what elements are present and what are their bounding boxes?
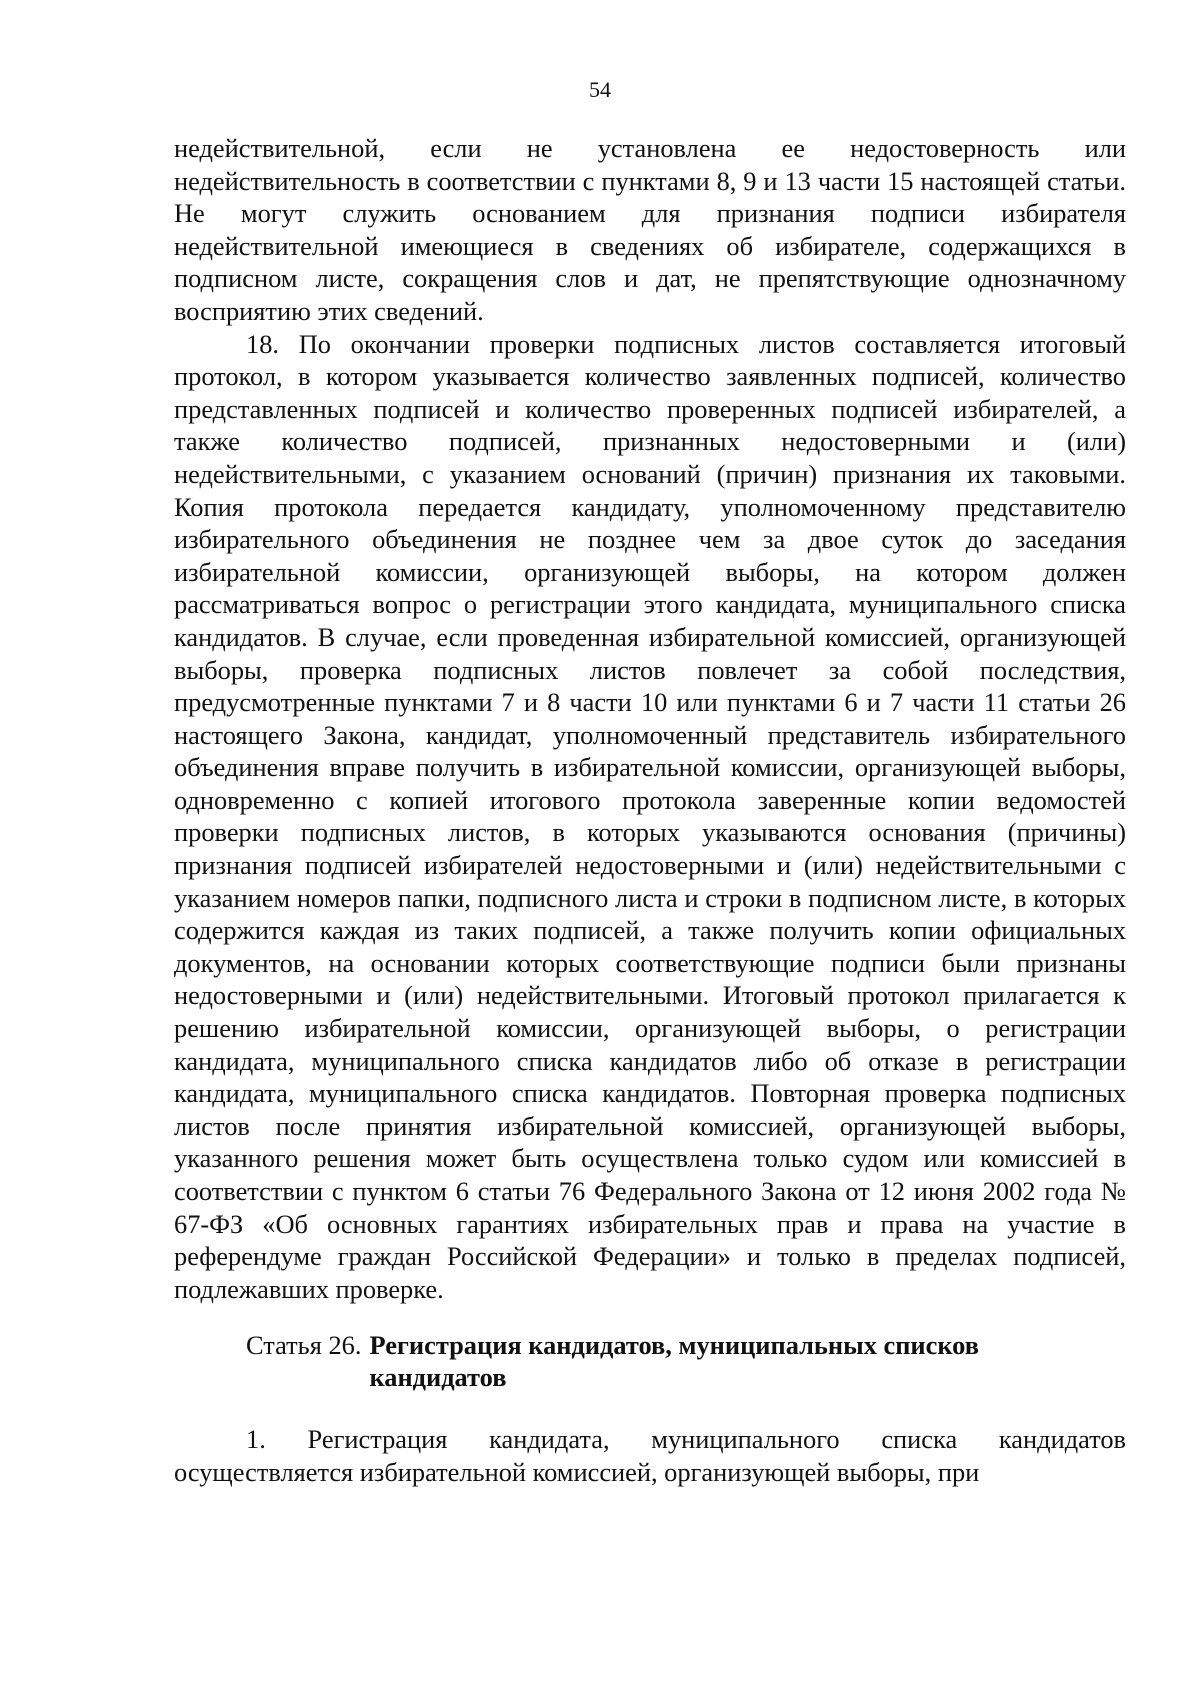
paragraph-item-18: 18. По окончании проверки подписных листов составляется итоговый протокол, в котором указывается количество заявленных подписей, количество представленных подписей и количество проверенных подписей избирателей, а также количество подписей, признанных недостоверными и (или) недействительными, с указанием оснований (причин) признания их таковыми. Копия протокола передается кандидату, уполномоченному представителю избирательного объединения не позднее чем за двое суток до заседания избирательной комиссии, организующей выборы, на котором должен рассматриваться вопрос о регистрации этого кандидата, муниципального списка кандидатов. В случае, если проведенная избирательной комиссией, организующей выборы, проверка подписных листов повлечет за собой последствия, предусмотренные пунктами 7 и 8 части 10 или пунктами 6 и 7 части 11 статьи 26 настоящего Закона, кандидат, уполномоченный представитель избирательного объединения вправе получить в избирательной комиссии, организующей выборы, одновременно с копией итогового протокола заверенные копии ведомостей проверки подписных листов, в которых указываются основания (причины) признания подписей избирателей недостоверными и (или) недействительными с указанием номеров папки, подписного листа и строки в подписном листе, в которых содержится каждая из таких подписей, а также получить копии официальных документов, на основании которых соответствующие подписи были признаны недостоверными и (или) недействительными. Итоговый протокол прилагается к решению избирательной комиссии, организующей выборы, о регистрации кандидата, муниципального списка кандидатов либо об отказе в регистрации кандидата, муниципального списка кандидатов. Повторная проверка подписных листов после принятия избирательной комиссией, организующей выборы, указанного решения может быть осуществлена только судом или комиссией в соответствии с пунктом 6 статьи 76 Федерального Закона от 12 июня 2002 года № 67-ФЗ «Об основных гарантиях избирательных прав и права на участие в референдуме граждан Российской Федерации» и только в пределах подписей, подлежавших проверке. <box>174 328 1126 1304</box>
paragraph-continuation: недействительной, если не установлена ее недостоверность или недействительность в соответствии с пунктами 8, 9 и 13 части 15 настоящей статьи. Не могут служить основанием для признания подписи избирателя недействительной имеющиеся в сведениях об избирателе, содержащихся в подписном листе, сокращения слов и дат, не препятствующие однозначному восприятию этих сведений. <box>174 133 1126 326</box>
page-number: 54 <box>589 77 611 102</box>
article-title: Регистрация кандидатов, муниципальных списков кандидатов <box>369 1330 979 1393</box>
article-number: Статья 26. <box>246 1330 362 1361</box>
document-body <box>174 132 1126 1489</box>
paragraph-article-item-1: 1. Регистрация кандидата, муниципального списка кандидатов осуществляется избирательной комиссией, организующей выборы, при <box>174 1424 1126 1487</box>
article-heading <box>174 1329 1126 1393</box>
